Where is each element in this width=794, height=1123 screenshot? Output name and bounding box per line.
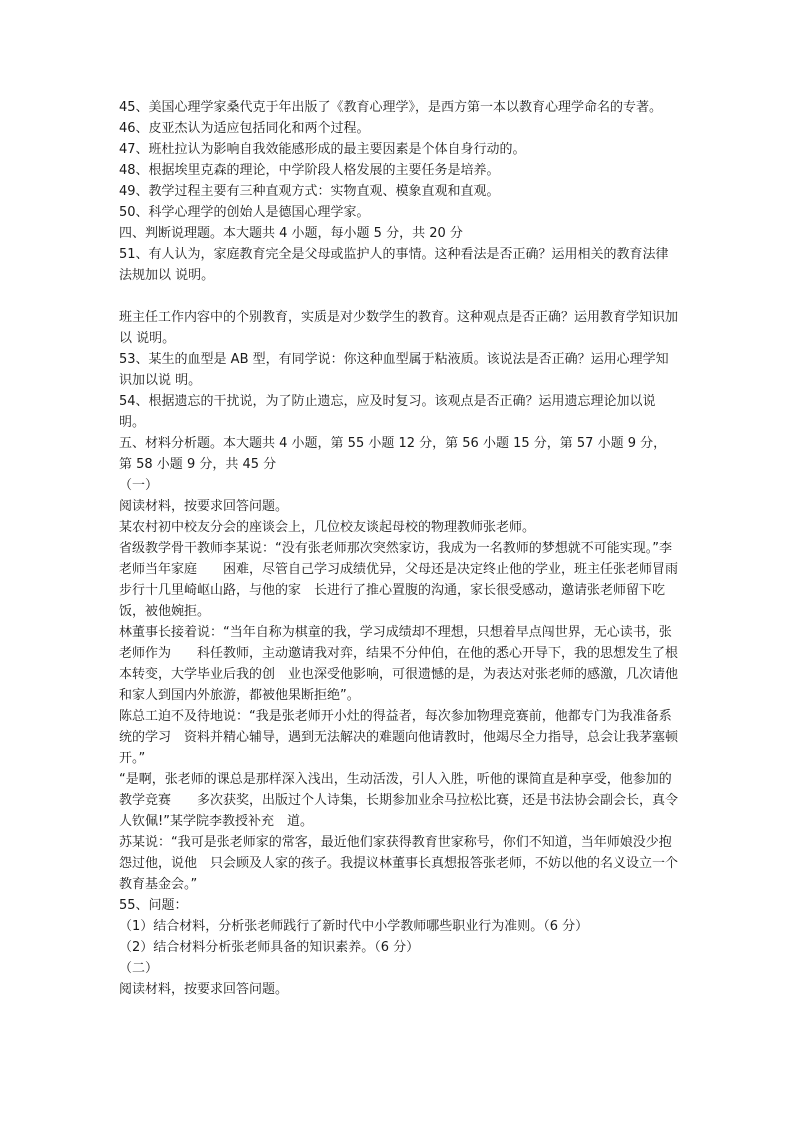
question-45: 45、美国心理学家桑代克于年出版了《教育心理学》，是西方第一本以教育心理学命名的专著。 — [119, 100, 663, 115]
material-intro: 某农村初中校友分会的座谈会上，几位校友谈起母校的物理教师张老师。 — [119, 520, 536, 535]
material-paragraph-chen: 陈总工迫不及待地说：“我是张老师开小灶的得益者，每次参加物理竞赛前，他都专门为我准备系统的学习 资料并精心辅导，遇到无法解决的难题向他请教时，他竭尽全力指导，总会让我茅塞顿开。” — [119, 709, 679, 766]
section-5-heading: 五、材料分析题。本大题共 4 小题，第 55 小题 12 分，第 56 小题 15 分，第 57 小题 9 分，第 58 小题 9 分，共 45 分 — [119, 436, 667, 472]
question-46: 46、皮亚杰认为适应包括同化和两个过程。 — [119, 121, 370, 136]
instruction-text-2: 阅读材料，按要求回答问题。 — [119, 982, 289, 997]
question-48: 48、根据埃里克森的理论，中学阶段人格发展的主要任务是培养。 — [119, 163, 500, 178]
material-paragraph-su: 苏某说：“我可是张老师家的常客，最近他们家获得教育世家称号，你们不知道，当年师娘没少抱怨过他，说他 只会顾及人家的孩子。我提议林董事长真想报答张老师，不妨以他的名义设立一个教育基金会。” — [119, 835, 679, 892]
material-paragraph-professor: “是啊，张老师的课总是那样深入浅出，生动活泼，引人入胜，听他的课简直是种享受，他参加的教学竞赛 多次获奖，出版过个人诗集，长期参加业余马拉松比赛，还是书法协会副会长，真令人钦佩!”某学院李教授补充 道。 — [119, 772, 679, 829]
question-55: 55、问题： — [119, 898, 188, 913]
blank-line — [119, 286, 679, 307]
question-53: 53、某生的血型是 AB 型，有同学说：你这种血型属于粘液质。该说法是否正确？运用心理学知识加以说 明。 — [119, 352, 669, 388]
question-50: 50、科学心理学的创始人是德国心理学家。 — [119, 205, 370, 220]
section-4-heading: 四、判断说理题。本大题共 4 小题，每小题 5 分，共 20 分 — [119, 226, 463, 241]
question-51: 51、有人认为，家庭教育完全是父母或监护人的事情。这种看法是否正确？运用相关的教育法律法规加以 说明。 — [119, 247, 669, 283]
material-paragraph-lin: 林董事长接着说：“当年自称为棋童的我，学习成绩却不理想，只想着早点闯世界，无心读书，张老师作为 科任教师，主动邀请我对弈，结果不分仲伯，在他的悉心开导下，我的思想发生了根本转变，大学毕业后我的创 业也深受他影响，可很遗憾的是，为表达对张老师的感激，几次请他和家人到国内外旅游，都被他果断拒绝”。 — [119, 625, 679, 703]
subsection-2-label: （二） — [119, 961, 159, 976]
question-55-part-1: （1）结合材料，分析张老师践行了新时代中小学教师哪些职业行为准则。（6 分） — [119, 919, 589, 934]
subsection-1-label: （一） — [119, 478, 159, 493]
question-55-part-2: （2）结合材料分析张老师具备的知识素养。（6 分） — [119, 940, 420, 955]
question-52: 班主任工作内容中的个别教育，实质是对少数学生的教育。这种观点是否正确？运用教育学知识加以 说明。 — [119, 310, 679, 346]
question-49: 49、教学过程主要有三种直观方式：实物直观、模象直观和直观。 — [119, 184, 500, 199]
document-body — [119, 97, 679, 1000]
material-paragraph-li: 省级教学骨干教师李某说：“没有张老师那次突然家访，我成为一名教师的梦想就不可能实现。”李老师当年家庭 困难，尽管自己学习成绩优异，父母还是决定终止他的学业，班主任张老师冒雨步行十几里崎岖山路，与他的家 长进行了推心置腹的沟通，家长很受感动，邀请张老师留下吃饭，被他婉拒。 — [119, 541, 679, 619]
instruction-text: 阅读材料，按要求回答问题。 — [119, 499, 289, 514]
question-54: 54、根据遗忘的干扰说，为了防止遗忘，应及时复习。该观点是否正确？运用遗忘理论加以说明。 — [119, 394, 656, 430]
question-47: 47、班杜拉认为影响自我效能感形成的最主要因素是个体自身行动的。 — [119, 142, 526, 157]
